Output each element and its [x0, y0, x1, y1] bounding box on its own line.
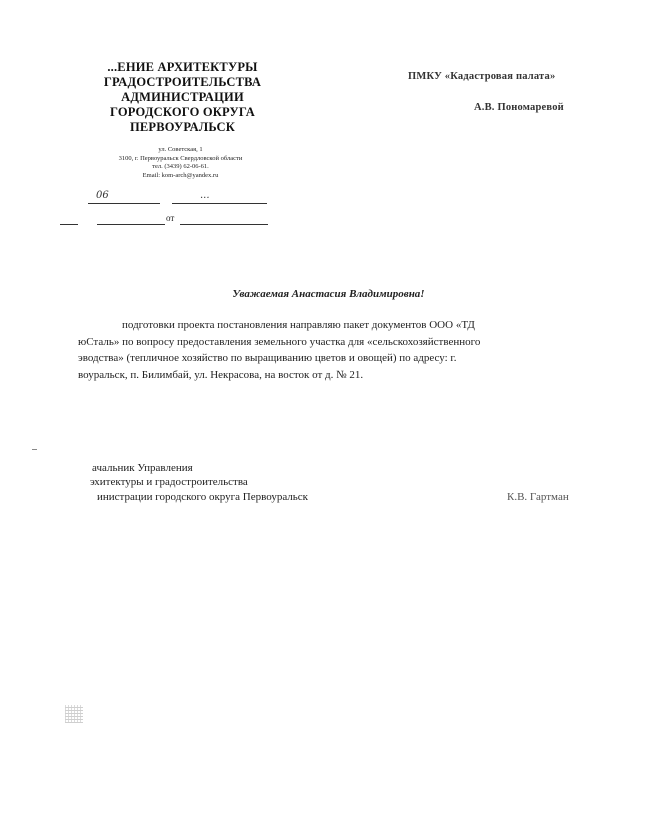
- sender-address-street: ул. Советская, 1: [158, 146, 203, 153]
- sender-org-line: ГРАДОСТРОИТЕЛЬСТВА: [103, 75, 262, 89]
- signature-title-line: эхитектуры и градостроительства: [90, 476, 248, 488]
- sender-org-line: ПЕРВОУРАЛЬСК: [129, 120, 236, 134]
- reg-date-handwritten: 06: [96, 190, 109, 201]
- sender-phone: тел. (3439) 62-06-61.: [152, 163, 209, 170]
- sender-address-city: 3100, г. Первоуральск Свердловской области: [118, 154, 243, 162]
- sender-org-line: АДМИНИСТРАЦИИ: [121, 90, 244, 104]
- reg-number-handwritten: ...: [200, 190, 210, 201]
- ref-date-line: [180, 224, 268, 225]
- ref-from-label: от: [166, 213, 175, 223]
- sender-email: Email: kom-arch@yandex.ru: [142, 171, 219, 179]
- ref-line-start: [60, 224, 78, 225]
- sender-letterhead: [90, 60, 275, 135]
- signature-name: К.В. Гартман: [507, 491, 569, 503]
- ref-number-line: [97, 224, 165, 225]
- body-line: воуральск, п. Билимбай, ул. Некрасова, на восток от д. № 21.: [78, 369, 364, 381]
- body-line: эводства» (тепличное хозяйство по выращиванию цветов и овощей) по адресу: г.: [78, 352, 457, 364]
- sender-org-line: ГОРОДСКОГО ОКРУГА: [110, 105, 255, 119]
- scan-artifact: [65, 705, 83, 723]
- sender-contacts: [88, 146, 273, 180]
- sender-org-line: ...ЕНИЕ АРХИТЕКТУРЫ: [107, 60, 258, 74]
- body-line: юСталь» по вопросу предоставления земельного участка для «сельскохозяйственного: [78, 336, 481, 348]
- recipient-person: А.В. Пономаревой: [474, 102, 564, 113]
- signature-title-line: инистрации городского округа Первоуральск: [97, 491, 309, 503]
- signature-title-line: ачальник Управления: [92, 462, 193, 474]
- reg-number-line: [172, 203, 267, 204]
- salutation: Уважаемая Анастасия Владимировна!: [232, 288, 425, 300]
- scan-speck: [32, 449, 37, 450]
- reg-date-line: [88, 203, 160, 204]
- body-line: подготовки проекта постановления направляю пакет документов ООО «ТД: [122, 319, 475, 331]
- recipient-org: ПМКУ «Кадастровая палата»: [408, 71, 556, 82]
